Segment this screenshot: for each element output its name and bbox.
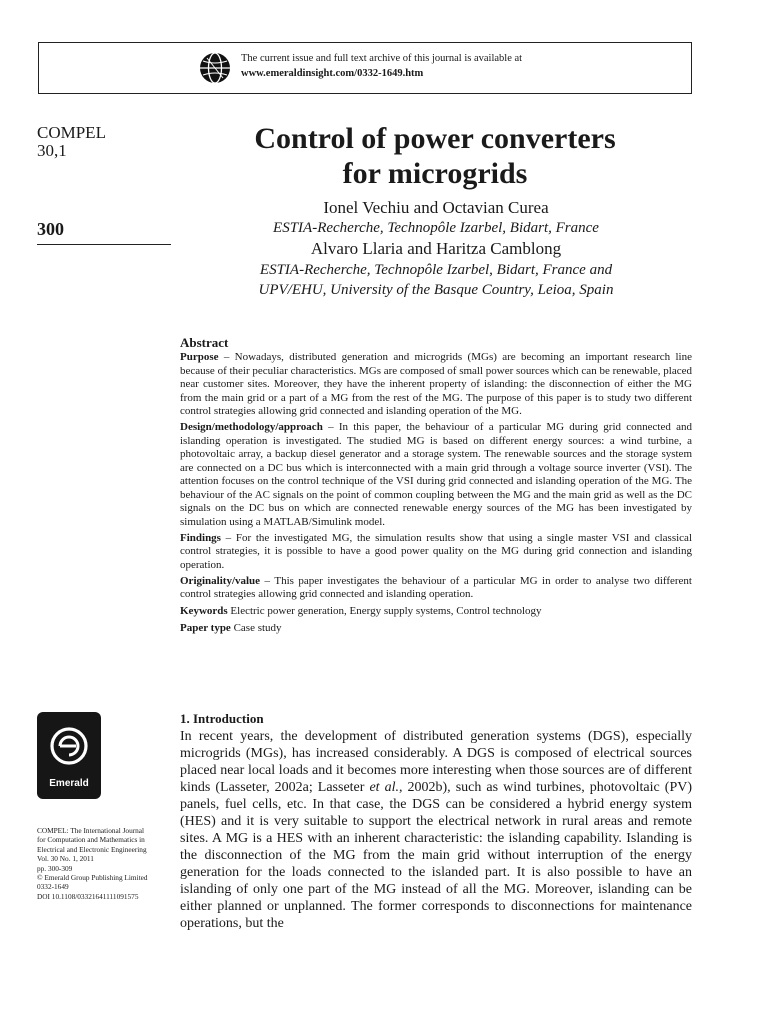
meta-line: Electrical and Electronic Engineering	[37, 844, 147, 854]
meta-line: for Computation and Mathematics in	[37, 835, 145, 845]
abstract-label: Keywords	[180, 604, 228, 617]
abstract-label: Findings	[180, 531, 221, 544]
introduction-paragraph	[180, 728, 692, 932]
emerald-e-logo-icon	[46, 722, 92, 772]
abstract-label: Design/methodology/approach	[180, 421, 323, 433]
abstract-originality	[180, 575, 692, 602]
abstract-text: – For the investigated MG, the simulation results show that using a single master VSI and classical control strategies, it is possible to have a good power quality on the MG during grid connection and islanding operation.	[180, 531, 692, 571]
globe-icon	[199, 52, 231, 84]
meta-line: Vol. 30 No. 1, 2011	[37, 854, 94, 864]
abstract-keywords	[180, 605, 692, 619]
journal-name: COMPEL	[37, 123, 106, 142]
journal-url-link[interactable]: www.emeraldinsight.com/0332-1649.htm	[241, 68, 424, 79]
author-names: Alvaro Llaria and Haritza Camblong	[310, 239, 562, 258]
emerald-logo	[37, 712, 101, 799]
abstract-label: Originality/value	[180, 574, 261, 587]
title-line: Control of power converters	[254, 122, 616, 155]
abstract-label: Paper type	[180, 622, 231, 634]
abstract-heading: Abstract	[180, 335, 229, 350]
abstract-purpose	[180, 351, 692, 419]
logo-name: Emerald	[49, 778, 89, 789]
intro-text: In recent years, the development of distributed generation systems (DGS), especially microgrids (MGs), has increased considerably. A DGS is composed of electrical sources placed near local loads and it becomes more interesting when those sources are of different kinds (Lasseter, 2002a; Lasseter	[180, 729, 692, 795]
journal-volume: 30,1	[37, 141, 67, 160]
abstract-findings	[180, 532, 692, 573]
abstract-text: – This paper investigates the behaviour of a particular MG in order to analyse two different control strategies allowing grid connected and islanding operation.	[180, 574, 692, 600]
abstract-text: – In this paper, the behaviour of a particular MG during grid connected and islanding operation is investigated. The studied MG is based on different energy sources: a wind turbine, a photovoltaic array, a backup diesel generator and a storage system. The renewable sources and the storage system are connected on a DC bus which is interconnected with a main grid through a voltage source inverter (VSI). The attention focuses on the control technique of the VSI during grid connected and islanding operation of the MG. The behaviour of the AC signals on the point of common coupling between the MG and the main grid as well as the DC signals on the DC bus on which are connected renewable energy sources of the MG has been investigated by simulation using a MATLAB/Simulink model.	[180, 421, 692, 528]
meta-line: DOI 10.1108/03321641111091575	[37, 891, 139, 901]
affiliation-line: UPV/EHU, University of the Basque Country, Leioa, Spain	[258, 282, 614, 298]
section-heading: 1. Introduction	[180, 711, 264, 726]
intro-citation-etal: et al.	[369, 780, 399, 795]
abstract-body	[180, 351, 692, 638]
journal-reference	[37, 124, 106, 160]
publication-metadata	[37, 826, 182, 901]
intro-text: , 2002b), such as wind turbines, photovoltaic (PV) panels, fuel cells, etc. In that case, the DGS can be considered a hybrid energy system (HES) and it is very suitable to support the electrical network in rural areas and remote sites. A MG is a HES with an inherent characteristic: the islanding capability. Islanding is the disconnection of the MG from the main grid without interruption of the energy generation for the loads connected to the islanded part. It is also possible to have an islanding of only one part of the MG instead of all the MG. Moreover, islanding can be either planned or unplanned. The former corresponds to disconnections for maintenance operations, but the	[180, 780, 692, 931]
page-number: 300	[37, 219, 64, 239]
abstract-design	[180, 421, 692, 529]
author-names: Ionel Vechiu and Octavian Curea	[323, 198, 549, 217]
author-affiliation: ESTIA-Recherche, Technopôle Izarbel, Bidart, France	[273, 220, 599, 236]
abstract-paper-type	[180, 622, 692, 636]
paper-title	[200, 121, 670, 191]
abstract-text: – Nowadays, distributed generation and microgrids (MGs) are becoming an important research line because of their peculiar characteristics. MGs are composed of small power sources which can be renewable, placed near customer sites. Moreover, they have the inherent property of islanding: the disconnection of either the MG from the main grid or a part of a MG from the rest of the MG. The purpose of this paper is to study two different control strategies allowing grid connected and islanding operation of the MG.	[180, 351, 692, 417]
meta-line: COMPEL: The International Journal	[37, 826, 145, 835]
availability-text: The current issue and full text archive of this journal is available at	[241, 53, 523, 64]
affiliation-line: ESTIA-Recherche, Technopôle Izarbel, Bidart, France and	[259, 262, 613, 278]
introduction-body	[180, 728, 692, 932]
abstract-text: Electric power generation, Energy supply systems, Control technology	[227, 604, 542, 617]
abstract-text: Case study	[230, 622, 282, 634]
meta-line: © Emerald Group Publishing Limited	[37, 873, 148, 883]
abstract-label: Purpose	[180, 351, 219, 363]
meta-line: pp. 300-309	[37, 863, 73, 873]
journal-availability-box	[38, 42, 692, 94]
author-affiliation	[180, 260, 692, 300]
page-number-rule	[37, 244, 171, 245]
title-line: for microgrids	[342, 157, 528, 190]
meta-line: 0332-1649	[37, 882, 69, 892]
